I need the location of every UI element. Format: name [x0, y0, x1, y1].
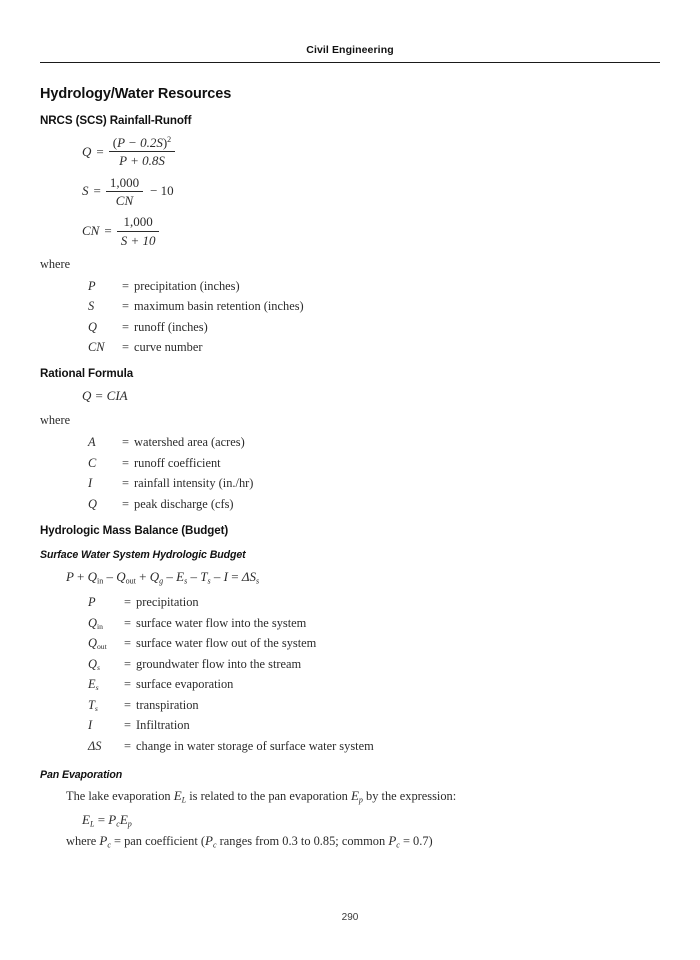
symbol-subscript: in — [96, 621, 103, 631]
definition-symbol: I — [88, 476, 93, 491]
definition-row — [88, 497, 660, 512]
subscript-c: c — [213, 840, 217, 850]
minus-sign: – — [106, 568, 113, 584]
fraction-numerator: 1,000 — [123, 214, 153, 230]
plus-sign: + — [76, 568, 85, 584]
heading-pan-evaporation: Pan Evaporation — [40, 768, 123, 781]
symbol-base: I — [88, 718, 93, 733]
equation-retention — [82, 175, 660, 209]
heading-hydrologic-mass-balance: Hydrologic Mass Balance (Budget) — [40, 523, 229, 537]
definitions-nrcs — [88, 279, 660, 356]
heading-rational-formula: Rational Formula — [40, 367, 134, 381]
subscript-l: L — [181, 795, 187, 805]
definition-symbol — [88, 595, 124, 610]
definition-symbol: Q — [88, 319, 97, 334]
definition-equals: = — [124, 677, 131, 692]
definition-equals: = — [122, 278, 129, 293]
exponent-2: 2 — [167, 135, 172, 145]
definition-row — [88, 657, 660, 672]
subscript-g: g — [159, 576, 164, 586]
minus-sign: – — [190, 568, 198, 584]
definition-text: surface water flow into the system — [136, 615, 307, 630]
plus-sign: + — [139, 568, 147, 584]
symbol-subscript: out — [96, 642, 107, 652]
var-t-s — [200, 569, 210, 584]
subscript-s: s — [207, 576, 211, 586]
definition-row — [88, 718, 660, 733]
definition-text: precipitation — [136, 595, 199, 610]
definition-text: change in water storage of surface water system — [136, 738, 374, 753]
definition-symbol — [88, 636, 124, 651]
var-i: I — [223, 568, 228, 584]
plus-sign: + — [130, 153, 139, 169]
equation-retention-lhs: S — [82, 183, 89, 199]
definition-equals: = — [124, 636, 131, 651]
heading-surface-water-budget: Surface Water System Hydrologic Budget — [40, 548, 246, 561]
subscript-s: s — [184, 576, 188, 586]
definition-equals: = — [122, 299, 129, 314]
definition-equals: = — [124, 738, 131, 753]
var-p: P — [108, 811, 117, 827]
var-e: E — [119, 811, 128, 827]
equation-retention-tail: − 10 — [150, 183, 174, 199]
coefficient-08: 0.8 — [142, 153, 159, 169]
var-p-c — [388, 833, 400, 848]
var-s: S — [120, 232, 128, 248]
var-q: Q — [87, 568, 97, 584]
page-content — [40, 80, 660, 849]
definition-text: surface water flow out of the system — [136, 636, 317, 651]
subscript-out: out — [125, 576, 136, 586]
definition-row — [88, 456, 660, 471]
fraction-retention — [106, 175, 143, 209]
symbol-base: ΔS — [88, 738, 102, 753]
equals-sign: = — [96, 143, 104, 159]
definition-equals: = — [124, 718, 131, 733]
running-header — [40, 40, 660, 58]
equals-sign: = — [231, 568, 239, 584]
fraction-runoff — [109, 135, 175, 169]
constant-10: 10 — [142, 232, 156, 248]
subscript-p: p — [358, 795, 363, 805]
definition-equals: = — [124, 697, 131, 712]
intro-text-part1: The lake evaporation — [66, 788, 174, 803]
note-part2: ranges from 0.3 to 0.85; common — [216, 834, 389, 849]
var-e: E — [82, 811, 90, 827]
symbol-base: P — [88, 595, 96, 610]
var-p-c — [205, 833, 217, 848]
symbol-base: E — [88, 677, 96, 692]
symbol-base: Q — [88, 636, 97, 651]
var-e-l — [174, 788, 186, 803]
section-title: Hydrology/Water Resources — [40, 86, 232, 102]
definition-symbol — [88, 698, 124, 713]
definition-row — [88, 698, 660, 713]
definition-equals: = — [122, 496, 129, 511]
var-q-g — [150, 569, 163, 584]
definition-text: watershed area (acres) — [134, 435, 245, 450]
var-p: P — [117, 135, 125, 150]
definition-symbol — [88, 657, 124, 672]
var-p: P — [119, 153, 127, 169]
var-q: Q — [116, 568, 126, 584]
symbol-subscript: s — [95, 683, 99, 693]
definition-text: Infiltration — [136, 718, 190, 733]
definitions-rational — [88, 435, 660, 512]
var-e: E — [350, 787, 359, 803]
equation-curve-number-lhs: CN — [82, 223, 100, 239]
equation-rational: Q = CIA — [82, 388, 128, 404]
equals-sign: = — [97, 811, 106, 827]
definition-row — [88, 677, 660, 692]
symbol-base: T — [88, 697, 95, 712]
var-p-c — [99, 833, 111, 848]
definition-equals: = — [124, 615, 131, 630]
page-number: 290 — [341, 912, 359, 923]
definition-text: runoff coefficient — [134, 455, 221, 470]
symbol-subscript: s — [94, 703, 98, 713]
minus-sign: − — [128, 135, 137, 150]
equation-runoff — [82, 135, 660, 169]
definition-symbol: Q — [88, 496, 97, 511]
var-e-p — [351, 788, 363, 803]
equation-curve-number — [82, 214, 660, 248]
definition-equals: = — [122, 476, 129, 491]
subscript-c: c — [396, 840, 400, 850]
definition-symbol: S — [88, 299, 95, 314]
var-e: E — [173, 787, 182, 803]
symbol-subscript: s — [96, 662, 100, 672]
var-p: P — [205, 833, 213, 849]
equation-pan-evaporation — [82, 813, 660, 827]
nrcs-equations — [82, 135, 660, 248]
definition-symbol — [88, 616, 124, 631]
fraction-curve-number — [117, 214, 160, 248]
definition-text: rainfall intensity (in./hr) — [134, 476, 254, 491]
definition-row — [88, 616, 660, 631]
fraction-denominator: CN — [115, 192, 134, 208]
heading-nrcs: NRCS (SCS) Rainfall-Runoff — [40, 114, 192, 127]
where-label-nrcs: where — [40, 256, 71, 271]
equals-sign: = — [104, 223, 112, 239]
definition-text: curve number — [134, 340, 203, 355]
var-q: Q — [149, 568, 160, 584]
subscript-s: s — [255, 576, 260, 586]
definition-symbol — [88, 718, 124, 733]
coefficient-02: 0.2 — [140, 135, 157, 150]
var-e-l — [82, 812, 94, 827]
subscript-c: c — [116, 819, 120, 829]
var-p: P — [388, 833, 397, 849]
var-p-c — [108, 812, 120, 827]
definition-row — [88, 320, 660, 335]
minus-sign: – — [166, 568, 173, 584]
definition-text: groundwater flow into the stream — [136, 656, 302, 671]
pan-coefficient-note — [66, 834, 660, 849]
var-q-out — [116, 569, 136, 584]
symbol-base: Q — [88, 656, 97, 671]
var-q-in — [88, 569, 104, 584]
subscript-c: c — [107, 840, 111, 850]
definition-row — [88, 435, 660, 450]
definition-row — [88, 636, 660, 651]
definition-text: precipitation (inches) — [134, 278, 240, 293]
fraction-denominator — [115, 152, 169, 168]
definition-row — [88, 476, 660, 491]
subscript-l: L — [89, 819, 95, 829]
where-label-rational: where — [40, 413, 71, 428]
equation-water-budget — [66, 570, 660, 584]
var-s: S — [156, 135, 163, 150]
definition-row — [88, 739, 660, 754]
definition-text: peak discharge (cfs) — [134, 496, 234, 511]
equals-sign: = — [93, 183, 101, 199]
definition-row — [88, 299, 660, 314]
page-footer — [40, 912, 660, 923]
definition-equals: = — [122, 340, 129, 355]
minus-sign: – — [213, 568, 221, 584]
paren-open: ( — [112, 135, 118, 150]
intro-text-part2: is related to the pan evaporation — [186, 788, 351, 803]
definition-equals: = — [124, 656, 131, 671]
var-p: P — [99, 833, 108, 849]
definitions-mass-balance — [88, 595, 660, 754]
definition-row — [88, 340, 660, 355]
definition-equals: = — [122, 455, 129, 470]
pan-evaporation-intro — [66, 789, 660, 804]
definition-symbol: C — [88, 455, 97, 470]
definition-symbol: CN — [88, 340, 105, 355]
var-delta-s — [242, 569, 259, 584]
definition-text: surface evaporation — [136, 677, 234, 692]
fraction-denominator — [117, 232, 160, 248]
var-s: S — [158, 153, 165, 169]
fraction-numerator: 1,000 — [109, 174, 140, 190]
fraction-numerator — [109, 135, 175, 151]
delta-s: ΔS — [241, 568, 256, 584]
definition-text: maximum basin retention (inches) — [134, 299, 304, 314]
definition-row — [88, 279, 660, 294]
paren-close: ) — [162, 135, 168, 150]
definition-text: transpiration — [136, 697, 199, 712]
var-e: E — [176, 568, 185, 584]
definition-symbol: P — [88, 278, 96, 293]
definition-symbol — [88, 677, 124, 692]
var-e-s — [176, 569, 187, 584]
var-p: P — [66, 568, 74, 584]
intro-text-part3: by the expression: — [362, 788, 457, 803]
definition-symbol: A — [88, 435, 96, 450]
equation-runoff-lhs: Q — [82, 143, 92, 159]
header-title: Civil Engineering — [306, 44, 394, 56]
plus-sign: + — [130, 232, 140, 248]
note-part1: = pan coefficient ( — [110, 834, 206, 849]
note-where: where — [66, 834, 100, 849]
subscript-in: in — [96, 576, 104, 586]
definition-equals: = — [124, 595, 131, 610]
symbol-base: Q — [88, 615, 97, 630]
subscript-p: p — [127, 819, 132, 829]
var-e-p — [120, 812, 132, 827]
var-t: T — [200, 568, 208, 584]
note-part3: = 0.7) — [399, 834, 433, 849]
definition-equals: = — [122, 319, 129, 334]
definition-text: runoff (inches) — [134, 319, 208, 334]
header-divider — [40, 62, 660, 63]
definition-symbol — [88, 739, 124, 754]
definition-row — [88, 595, 660, 610]
definition-equals: = — [122, 435, 129, 450]
